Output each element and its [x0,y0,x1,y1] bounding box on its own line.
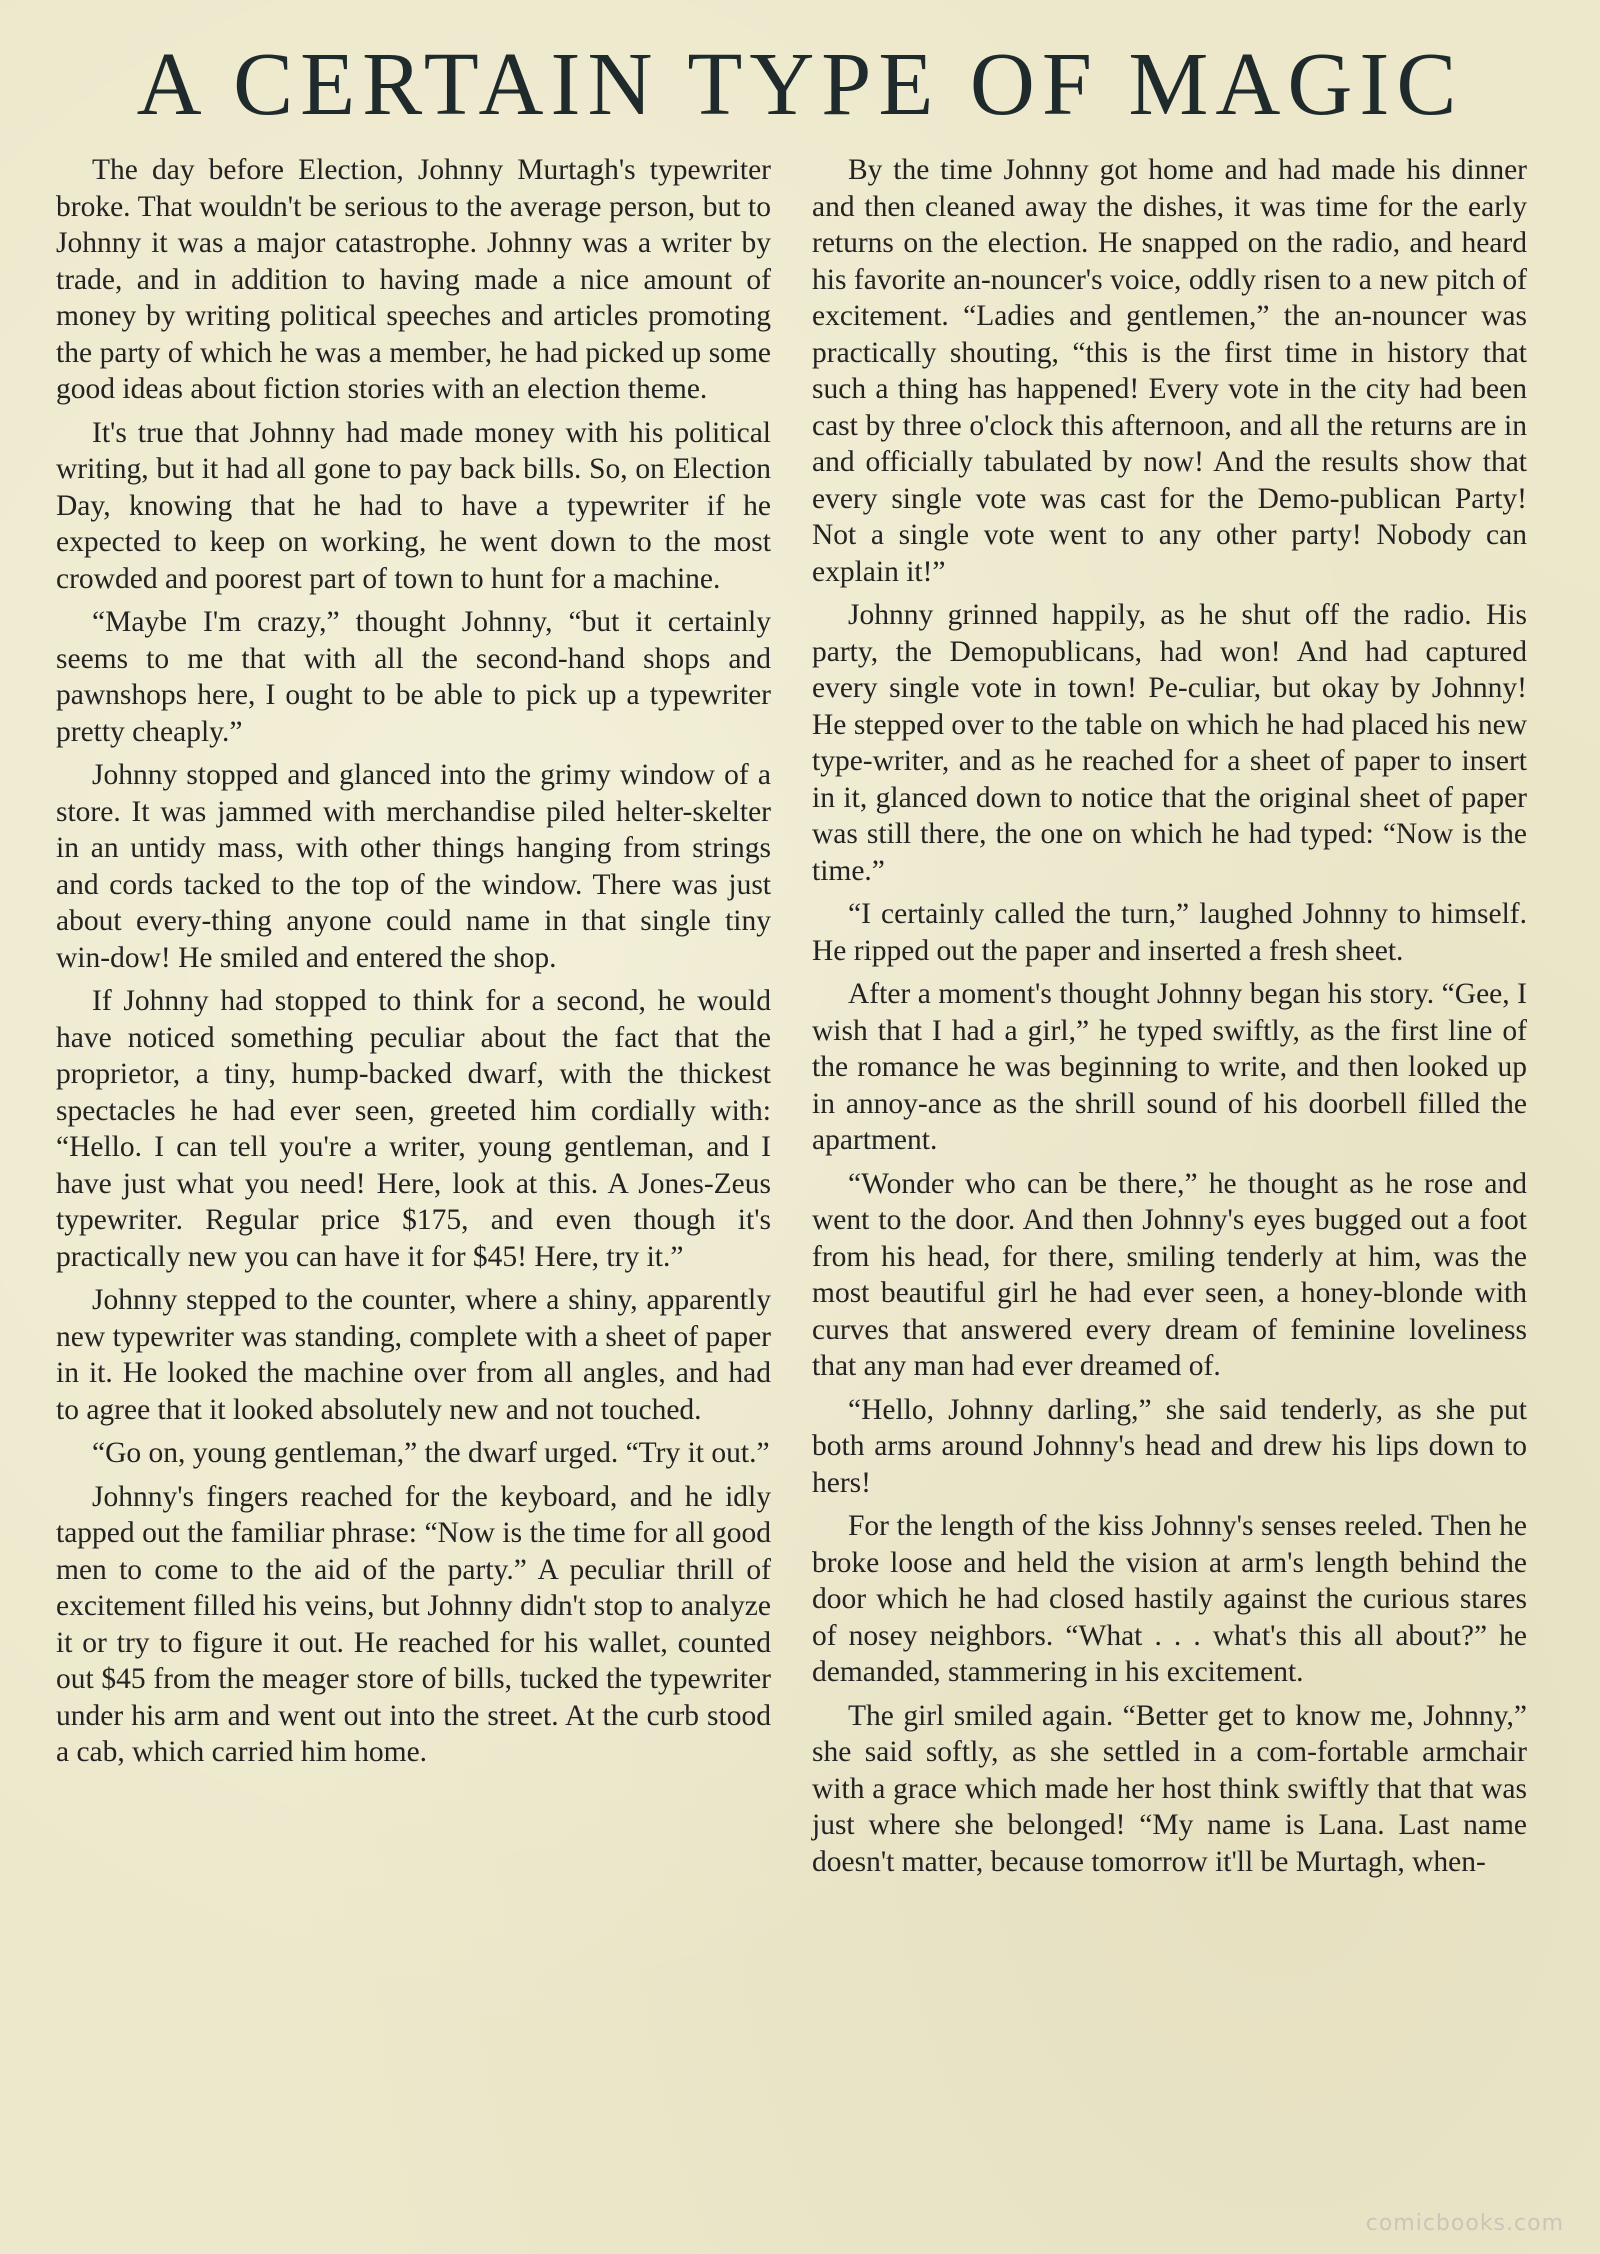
paragraph: If Johnny had stopped to think for a second, he would have noticed something peculiar about the fact that the proprietor, a tiny, hump-backed dwarf, with the thickest spectacles he had ever seen, greeted him cordially with: “Hello. I can tell you're a writer, young gentleman, and I have just what you need! Here, look at this. A Jones-Zeus typewriter. Regular price $175, and even though it's practically new you can have it for $45! Here, try it.” [56,985,771,1273]
paragraph: After a moment's thought Johnny began his story. “Gee, I wish that I had a girl,” he typed swiftly, as the first line of the romance he was beginning to write, and then looked up in annoy-ance as the shrill sound of his doorbell filled the apartment. [812,978,1527,1156]
paragraph: “Hello, Johnny darling,” she said tenderly, as she put both arms around Johnny's head and drew his lips down to hers! [812,1393,1527,1499]
paragraph: By the time Johnny got home and had made his dinner and then cleaned away the dishes, it was time for the early returns on the election. He snapped on the radio, and heard his favorite an-nouncer's voice, oddly risen to a new pitch of excitement. “Ladies and gentlemen,” the an-nouncer was practically shouting, “this is the first time in history that such a thing has happened! Every vote in the city had been cast by three o'clock this afternoon, and all the returns are in and officially tabulated by now! And the results show that every single vote was cast for the Demo-publican Party! Not a single vote went to any other party! Nobody can explain it!” [812,154,1527,588]
watermark: comicbooks.com [1365,2211,1564,2236]
paragraph: Johnny's fingers reached for the keyboard, and he idly tapped out the familiar phrase: “Now is the time for all good men to come to the aid of the party.” A peculiar thrill of excitement filled his veins, but Johnny didn't stop to analyze it or try to figure it out. He reached for his wallet, counted out $45 from the meager store of bills, tucked the typewriter under his arm and went out into the street. At the curb stood a cab, which carried him home. [56,1480,771,1768]
paragraph: It's true that Johnny had made money with his political writing, but it had all gone to pay back bills. So, on Election Day, knowing that he had to have a typewriter if he expected to keep on working, he went down to the most crowded and poorest part of town to hunt for a machine. [56,416,771,595]
paragraph: Johnny stepped to the counter, where a shiny, apparently new typewriter was standing, complete with a sheet of paper in it. He looked the machine over from all angles, and had to agree that it looked absolutely new and not touched. [56,1284,771,1426]
paragraph: Johnny grinned happily, as he shut off the radio. His party, the Demopublicans, had won! And had captured every single vote in town! Pe-culiar, but okay by Johnny! He stepped over to the table on which he had placed his new type-writer, and as he reached for a sheet of paper to insert in it, glanced down to notice that the original sheet of paper was still there, the one on which he had typed: “Now is the time.” [812,599,1527,887]
left-text-column [56,152,771,1778]
paragraph: “Wonder who can be there,” he thought as he rose and went to the door. And then Johnny's eyes bugged out a foot from his head, for there, smiling tenderly at him, was the most beautiful girl he had ever seen, a honey-blonde with curves that answered every dream of feminine loveliness that any man had ever dreamed of. [812,1167,1527,1382]
paragraph: For the length of the kiss Johnny's senses reeled. Then he broke loose and held the vision at arm's length behind the door which he had closed hastily against the curious stares of nosey neighbors. “What . . . what's this all about?” he demanded, stammering in his excitement. [812,1510,1527,1688]
paragraph: The girl smiled again. “Better get to know me, Johnny,” she said softly, as she settled in a com-fortable armchair with a grace which made her host think swiftly that that was just where she belonged! “My name is Lana. Last name doesn't matter, because tomorrow it'll be Murtagh, when- [812,1699,1527,1878]
paragraph: “Go on, young gentleman,” the dwarf urged. “Try it out.” [92,1437,770,1469]
paragraph: The day before Election, Johnny Murtagh's typewriter broke. That wouldn't be serious to the average person, but to Johnny it was a major catastrophe. Johnny was a writer by trade, and in addition to having made a nice amount of money by writing political speeches and articles promoting the party of which he was a member, he had picked up some good ideas about fiction stories with an election theme. [56,154,771,405]
right-text-column [812,152,1527,1887]
paragraph: “Maybe I'm crazy,” thought Johnny, “but it certainly seems to me that with all the second-hand shops and pawnshops here, I ought to be able to pick up a typewriter pretty cheaply.” [56,606,771,748]
paragraph: Johnny stopped and glanced into the grimy window of a store. It was jammed with merchandise piled helter-skelter in an untidy mass, with other things hanging from strings and cords tacked to the top of the window. There was just about every-thing anyone could name in that single tiny win-dow! He smiled and entered the shop. [56,759,771,974]
paragraph: “I certainly called the turn,” laughed Johnny to himself. He ripped out the paper and inserted a fresh sheet. [812,898,1527,967]
story-title: A CERTAIN TYPE OF MAGIC [136,35,1464,134]
